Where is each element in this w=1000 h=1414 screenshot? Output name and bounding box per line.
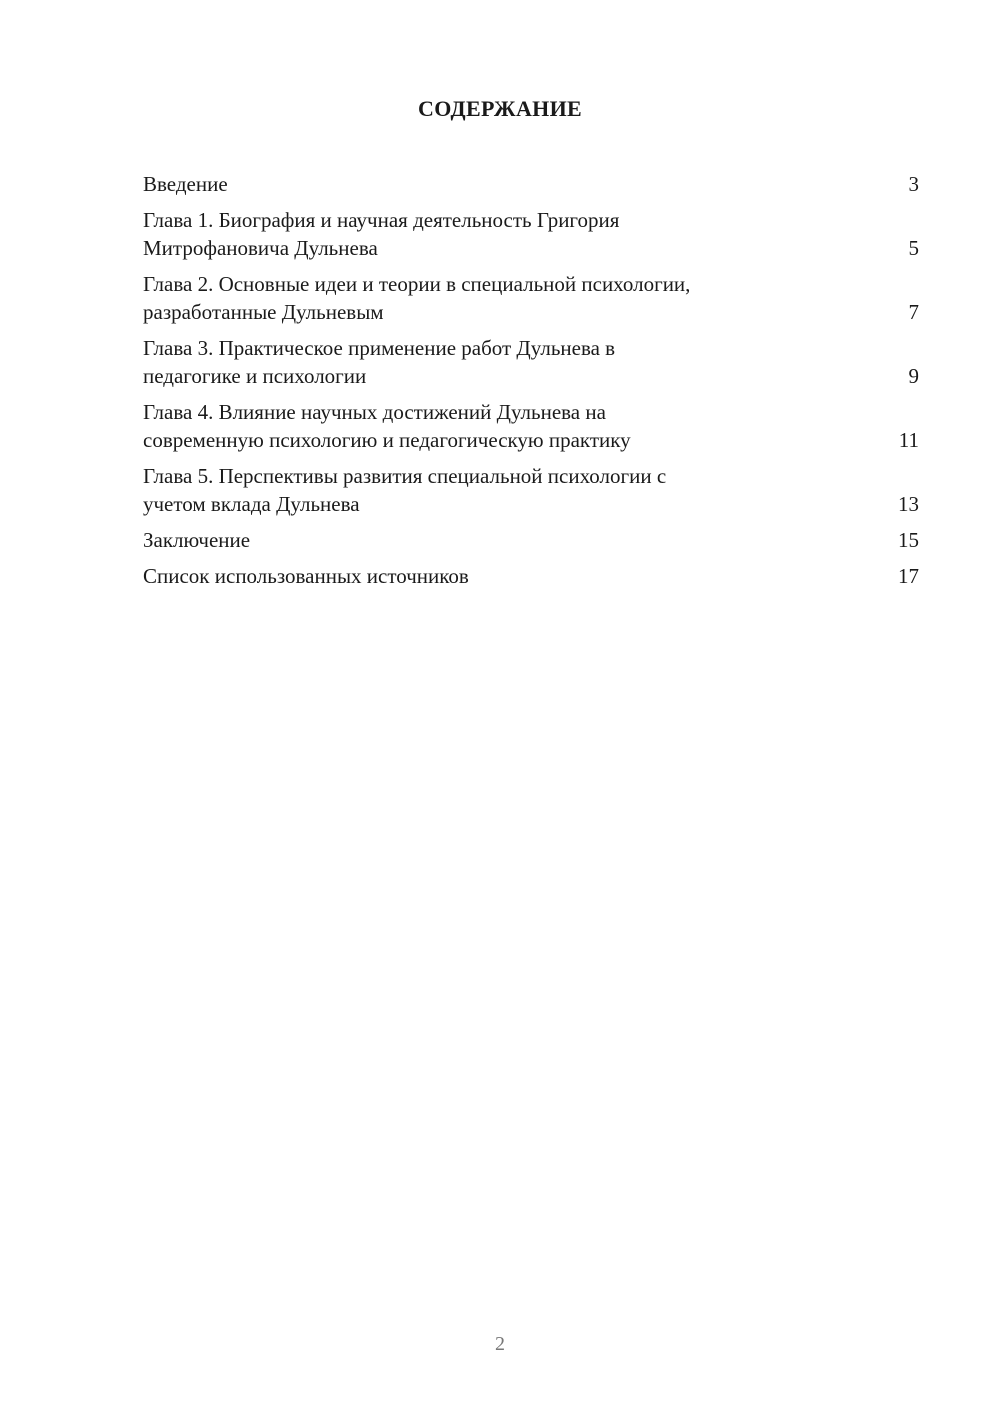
toc-entry-title — [143, 206, 823, 262]
toc-entry-line: Митрофановича Дульнева — [143, 236, 378, 260]
toc-entry-line: Заключение — [143, 528, 251, 552]
toc-entry-line: Глава 2. Основные идеи и теории в специальной психологии, — [143, 272, 691, 296]
toc-entry-line: Список использованных источников — [143, 564, 469, 588]
toc-entry-title — [143, 270, 823, 326]
toc-entry-line: современную психологию и педагогическую практику — [143, 428, 631, 452]
toc-entry-line: учетом вклада Дульнева — [143, 492, 360, 516]
toc-entry-line: Глава 3. Практическое применение работ Дульнева в — [143, 336, 616, 360]
toc-entry-title — [143, 562, 823, 590]
toc-entry-line: Глава 1. Биография и научная деятельность Григория — [143, 208, 620, 232]
toc-entry-references — [143, 562, 919, 590]
toc-entry-line: педагогике и психологии — [143, 364, 367, 388]
toc-entry-line: Глава 4. Влияние научных достижений Дульнева на — [143, 400, 606, 424]
toc-page-number: 9 — [908, 364, 919, 388]
toc-entry-introduction — [143, 170, 919, 198]
toc-page-number: 3 — [908, 172, 919, 196]
table-of-contents — [143, 170, 919, 598]
toc-entry-chapter-1 — [143, 206, 919, 262]
toc-entry-chapter-3 — [143, 334, 919, 390]
toc-entry-title — [143, 526, 823, 554]
toc-page-number: 5 — [908, 236, 919, 260]
toc-entry-line: Глава 5. Перспективы развития специальной психологии с — [143, 464, 667, 488]
toc-entry-chapter-2 — [143, 270, 919, 326]
toc-page-number: 11 — [898, 428, 919, 452]
toc-entry-title — [143, 334, 823, 390]
toc-entry-conclusion — [143, 526, 919, 554]
page-number: 2 — [495, 1333, 505, 1355]
toc-entry-line: разработанные Дульневым — [143, 300, 384, 324]
toc-page-number: 13 — [898, 492, 919, 516]
toc-entry-chapter-4 — [143, 398, 919, 454]
toc-page-number: 15 — [898, 528, 919, 552]
page-title: СОДЕРЖАНИЕ — [418, 96, 582, 121]
toc-page-number: 7 — [908, 300, 919, 324]
toc-entry-line: Введение — [143, 172, 228, 196]
toc-entry-title — [143, 462, 823, 518]
toc-entry-title — [143, 170, 823, 198]
toc-entry-chapter-5 — [143, 462, 919, 518]
toc-page-number: 17 — [898, 564, 919, 588]
toc-entry-title — [143, 398, 823, 454]
